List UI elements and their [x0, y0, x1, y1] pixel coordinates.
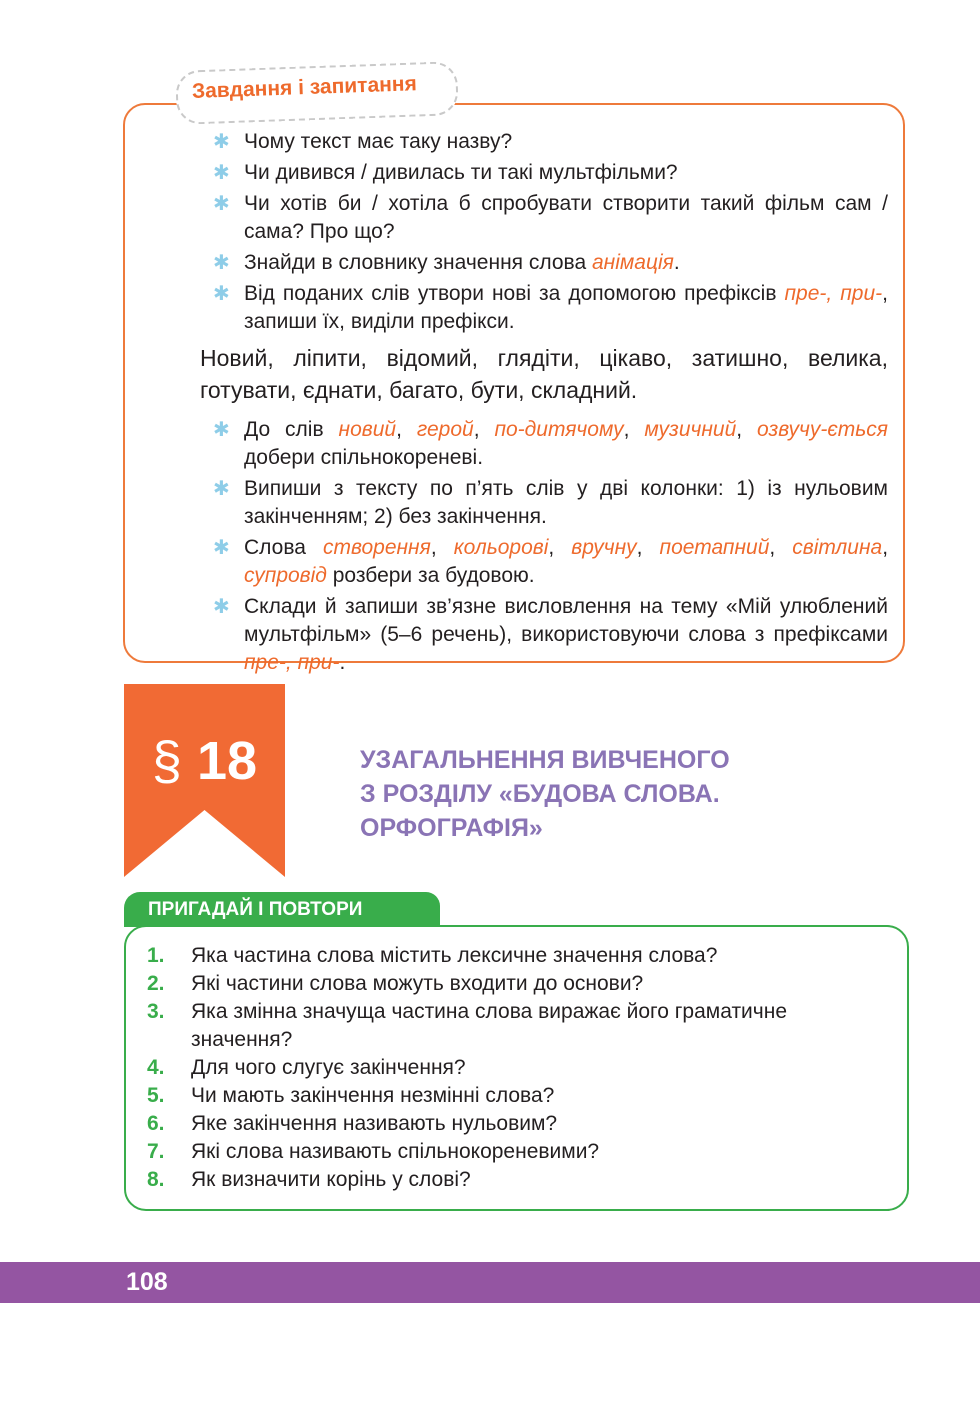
asterisk-icon: ✱	[213, 478, 230, 500]
highlighted-word: озвучу-ється	[757, 418, 889, 441]
task-item: ✱ Від поданих слів утвори нові за допомогою префіксів пре-, при-, запиши їх, виділи префікси.	[213, 282, 888, 333]
question-item: 8. Як визначити корінь у слові?	[147, 1168, 471, 1191]
highlighted-word: герой	[416, 418, 474, 441]
task-item: ✱ Чи дивився / дивилась ти такі мультфільми?	[200, 159, 888, 187]
asterisk-icon: ✱	[213, 252, 230, 274]
task-item: ✱ Знайди в словнику значення слова анімація.	[200, 249, 888, 277]
highlighted-word: пре-, при-	[784, 282, 883, 305]
highlighted-word: по-дитячому	[494, 418, 624, 441]
asterisk-icon: ✱	[213, 131, 230, 153]
asterisk-icon: ✱	[213, 283, 230, 305]
asterisk-icon: ✱	[213, 193, 230, 215]
highlighted-word: поетапний	[659, 536, 770, 559]
recall-title: ПРИГАДАЙ І ПОВТОРИ	[148, 899, 363, 920]
question-list	[147, 942, 889, 1194]
highlighted-word: анімація	[591, 251, 674, 274]
task-item: ✱ Склади й запиши зв’язне висловлення на тему «Мій улюблений мультфільм» (5–6 речень), використовуючи слова з префіксами пре-, при-.	[213, 595, 888, 674]
highlighted-word: новий	[338, 418, 397, 441]
highlighted-word: світлина	[792, 536, 883, 559]
asterisk-icon: ✱	[213, 596, 230, 618]
question-item: 4. Для чого слугує закінчення?	[147, 1056, 466, 1079]
asterisk-icon: ✱	[213, 162, 230, 184]
question-item: 2. Які частини слова можуть входити до основи?	[147, 972, 644, 995]
task-item: ✱ Чи хотів би / хотіла б спробувати створити такий фільм сам / сама? Про що?	[213, 192, 888, 243]
task-title: Завдання і запитання	[191, 72, 418, 103]
task-list-1	[200, 128, 888, 336]
task-item: ✱ Слова створення, кольорові, вручну, поетапний, світлина, супровід розбери за будовою.	[213, 536, 889, 587]
question-item: 1. Яка частина слова містить лексичне значення слова?	[147, 944, 718, 967]
highlighted-word: створення	[322, 536, 431, 559]
section-title: УЗАГАЛЬНЕННЯ ВИВЧЕНОГО З РОЗДІЛУ «БУДОВА СЛОВА. ОРФОГРАФІЯ»	[360, 746, 730, 842]
asterisk-icon: ✱	[213, 537, 230, 559]
word-list: Новий, ліпити, відомий, глядіти, цікаво, затишно, велика, готувати, єднати, багато, бути, складний.	[200, 345, 888, 403]
highlighted-word: вручну	[571, 536, 637, 559]
highlighted-word: музичний	[644, 418, 737, 441]
question-item: 5. Чи мають закінчення незмінні слова?	[147, 1084, 555, 1107]
asterisk-icon: ✱	[213, 419, 230, 441]
task-item: ✱ Чому текст має таку назву?	[200, 128, 888, 156]
question-item: 7. Які слова називають спільнокореневими?	[147, 1140, 600, 1163]
task-content	[200, 128, 888, 680]
question-item: 3. Яка змінна значуща частина слова виражає його граматичне значення?	[147, 1000, 788, 1051]
highlighted-word: супровід	[244, 564, 327, 587]
task-item: ✱ Випиши з тексту по п’ять слів у дві колонки: 1) із нульовим закінченням; 2) без закінчення.	[213, 477, 888, 528]
task-list-2	[200, 416, 888, 677]
section-number: § 18	[151, 731, 258, 791]
task-item: ✱ До слів новий, герой, по-дитячому, музичний, озвучу-ється добери спільнокореневі.	[213, 418, 889, 469]
question-item: 6. Яке закінчення називають нульовим?	[147, 1112, 558, 1135]
page-number: 108	[126, 1268, 168, 1296]
highlighted-word: кольорові	[453, 536, 549, 559]
highlighted-word: пре-, при-	[244, 651, 340, 674]
